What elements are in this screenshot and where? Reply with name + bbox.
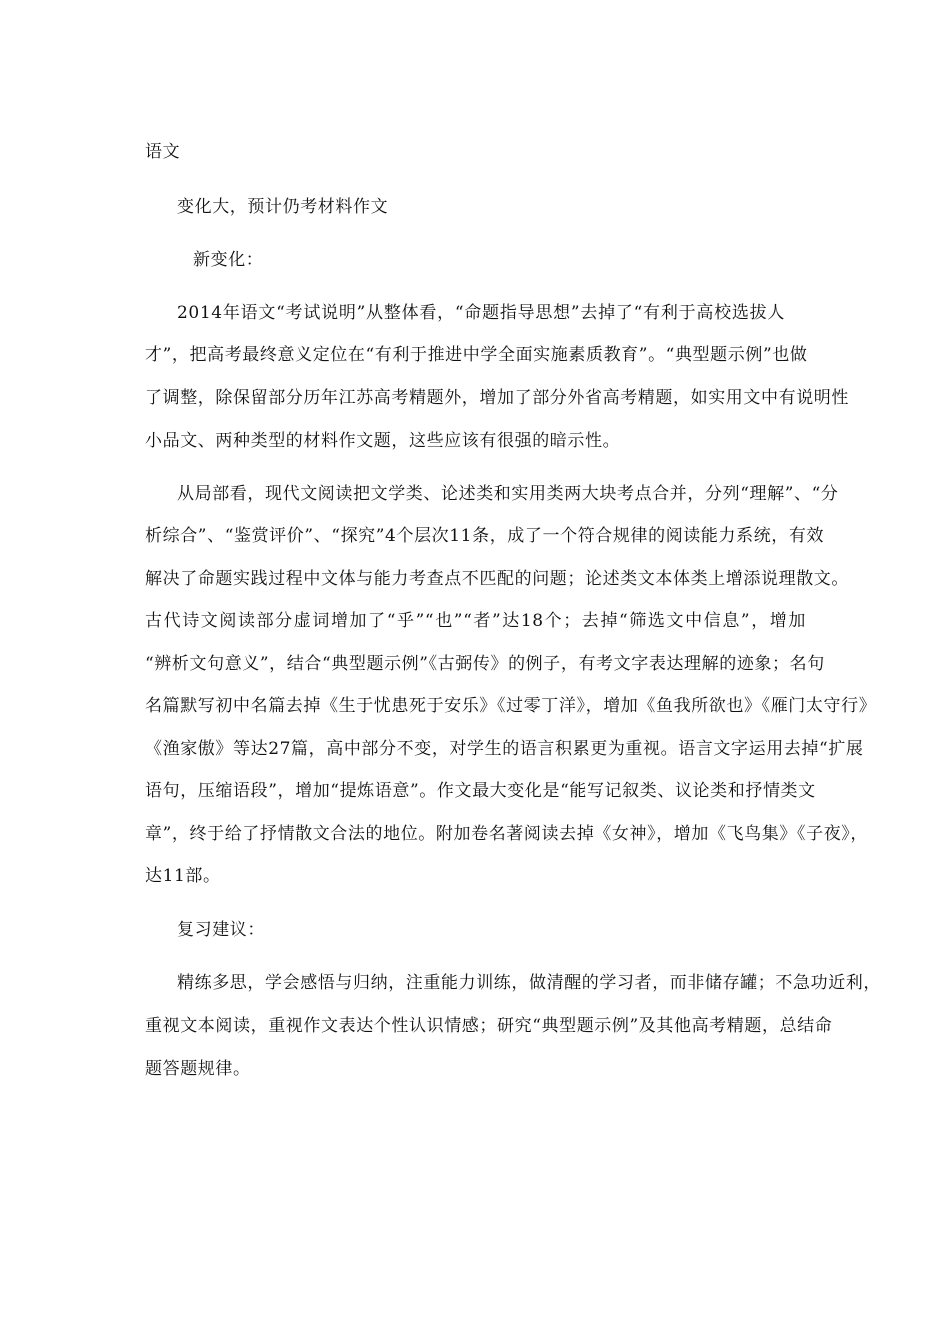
section-heading: 变化大，预计仍考材料作文 <box>177 197 389 217</box>
para2-line-7: 《渔家傲》等达27篇，高中部分不变，对学生的语言积累更为重视。语言文字运用去掉“扩展 <box>145 739 864 759</box>
para3-line-1: 精练多思，学会感悟与归纳，注重能力训练，做清醒的学习者，而非储存罐；不急功近利， <box>177 973 881 993</box>
para2-line-8: 语句，压缩语段”，增加“提炼语意”。作文最大变化是“能写记叙类、议论类和抒情类文 <box>145 781 816 801</box>
para3-line-3: 题答题规律。 <box>145 1059 251 1079</box>
para2-line-1: 从局部看，现代文阅读把文学类、论述类和实用类两大块考点合并，分列“理解”、“分 <box>177 484 839 504</box>
para2-line-6: 名篇默写初中名篇去掉《生于忧患死于安乐》《过零丁洋》，增加《鱼我所欲也》《雁门太守行》 <box>145 696 877 716</box>
para1-line-4: 小品文、两种类型的材料作文题，这些应该有很强的暗示性。 <box>145 431 621 451</box>
para2-line-9: 章”，终于给了抒情散文合法的地位。附加卷名著阅读去掉《女神》，增加《飞鸟集》《子夜》， <box>145 824 868 844</box>
para1-line-3: 了调整，除保留部分历年江苏高考精题外，增加了部分外省高考精题，如实用文中有说明性 <box>145 388 849 408</box>
para2-line-5: “辨析文句意义”，结合“典型题示例”《古弼传》的例子，有考文字表达理解的迹象；名句 <box>145 654 825 674</box>
para2-line-10: 达11部。 <box>145 866 221 886</box>
para3-line-2: 重视文本阅读，重视作文表达个性认识情感；研究“典型题示例”及其他高考精题，总结命 <box>145 1016 833 1036</box>
para2-line-2: 析综合”、“鉴赏评价”、“探究”4个层次11条，成了一个符合规律的阅读能力系统，有效 <box>145 526 825 546</box>
para2-line-4: 古代诗文阅读部分虚词增加了“乎”“也”“者”达18个；去掉“筛选文中信息”，增加 <box>145 611 806 631</box>
para1-line-2: 才”，把高考最终意义定位在“有利于推进中学全面实施素质教育”。“典型题示例”也做 <box>145 345 808 365</box>
para2-line-3: 解决了命题实践过程中文体与能力考查点不匹配的问题；论述类文本体类上增添说理散文。 <box>145 569 849 589</box>
new-changes-label: 新变化： <box>193 250 264 270</box>
subject-title: 语文 <box>145 142 181 162</box>
para1-line-1: 2014年语文“考试说明”从整体看，“命题指导思想”去掉了“有利于高校选拔人 <box>177 303 785 323</box>
review-label: 复习建议： <box>177 920 265 940</box>
